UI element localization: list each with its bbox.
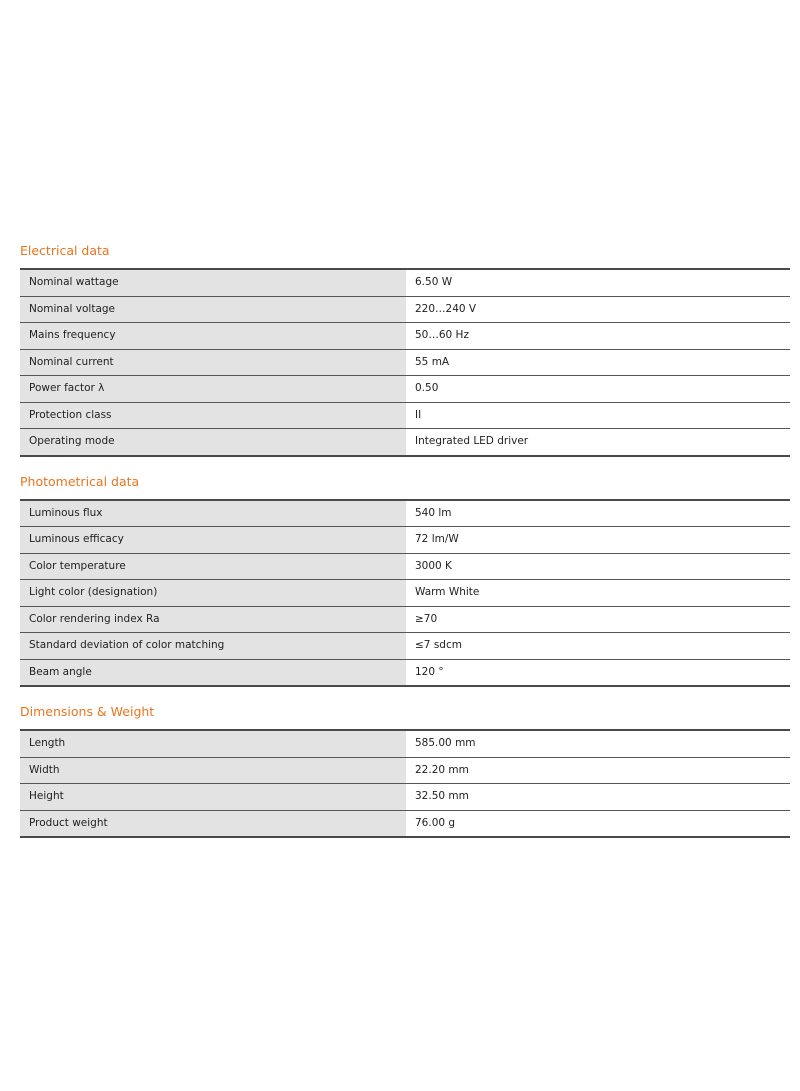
table-row [20,758,790,785]
row-label: Luminous flux [20,501,406,527]
table-row [20,784,790,811]
row-value: 6.50 W [406,270,790,296]
row-value: 22.20 mm [406,758,790,784]
row-label: Power factor λ [20,376,406,402]
row-label: Standard deviation of color matching [20,633,406,659]
table-row [20,376,790,403]
row-value: 32.50 mm [406,784,790,810]
section-photometrical [20,471,790,688]
section-title: Dimensions & Weight [20,704,155,719]
table-row [20,660,790,688]
table-row [20,607,790,634]
table-row [20,501,790,528]
row-value: 55 mA [406,350,790,376]
row-label: Product weight [20,811,406,837]
row-label: Color temperature [20,554,406,580]
row-label: Nominal voltage [20,297,406,323]
table-row [20,811,790,839]
table-row [20,580,790,607]
row-value: 76.00 g [406,811,790,837]
row-value: 120 ° [406,660,790,686]
row-value: 3000 K [406,554,790,580]
section-electrical [20,240,790,457]
row-value: II [406,403,790,429]
row-value: 540 lm [406,501,790,527]
row-label: Nominal wattage [20,270,406,296]
table-row [20,323,790,350]
row-label: Operating mode [20,429,406,455]
table-row [20,633,790,660]
table-row [20,403,790,430]
row-value: Integrated LED driver [406,429,790,455]
row-value: 50…60 Hz [406,323,790,349]
table-row [20,429,790,457]
row-value: ≥70 [406,607,790,633]
row-label: Height [20,784,406,810]
row-value: 585.00 mm [406,731,790,757]
row-value: 220…240 V [406,297,790,323]
row-label: Mains frequency [20,323,406,349]
row-label: Color rendering index Ra [20,607,406,633]
row-value: ≤7 sdcm [406,633,790,659]
row-label: Length [20,731,406,757]
table-row [20,527,790,554]
section-title: Photometrical data [20,473,140,489]
row-value: 0.50 [406,376,790,402]
table-row [20,350,790,377]
section-title: Electrical data [20,243,110,258]
table-row [20,270,790,297]
row-label: Beam angle [20,660,406,686]
spec-table [20,268,790,457]
row-label: Light color (designation) [20,580,406,606]
table-row [20,554,790,581]
row-value: Warm White [406,580,790,606]
spec-table [20,729,790,838]
row-label: Protection class [20,403,406,429]
table-row [20,297,790,324]
row-label: Luminous efficacy [20,527,406,553]
row-label: Nominal current [20,350,406,376]
row-value: 72 lm/W [406,527,790,553]
spec-sheet [20,240,790,852]
row-label: Width [20,758,406,784]
spec-table [20,499,790,688]
table-row [20,731,790,758]
section-dimensions [20,701,790,838]
